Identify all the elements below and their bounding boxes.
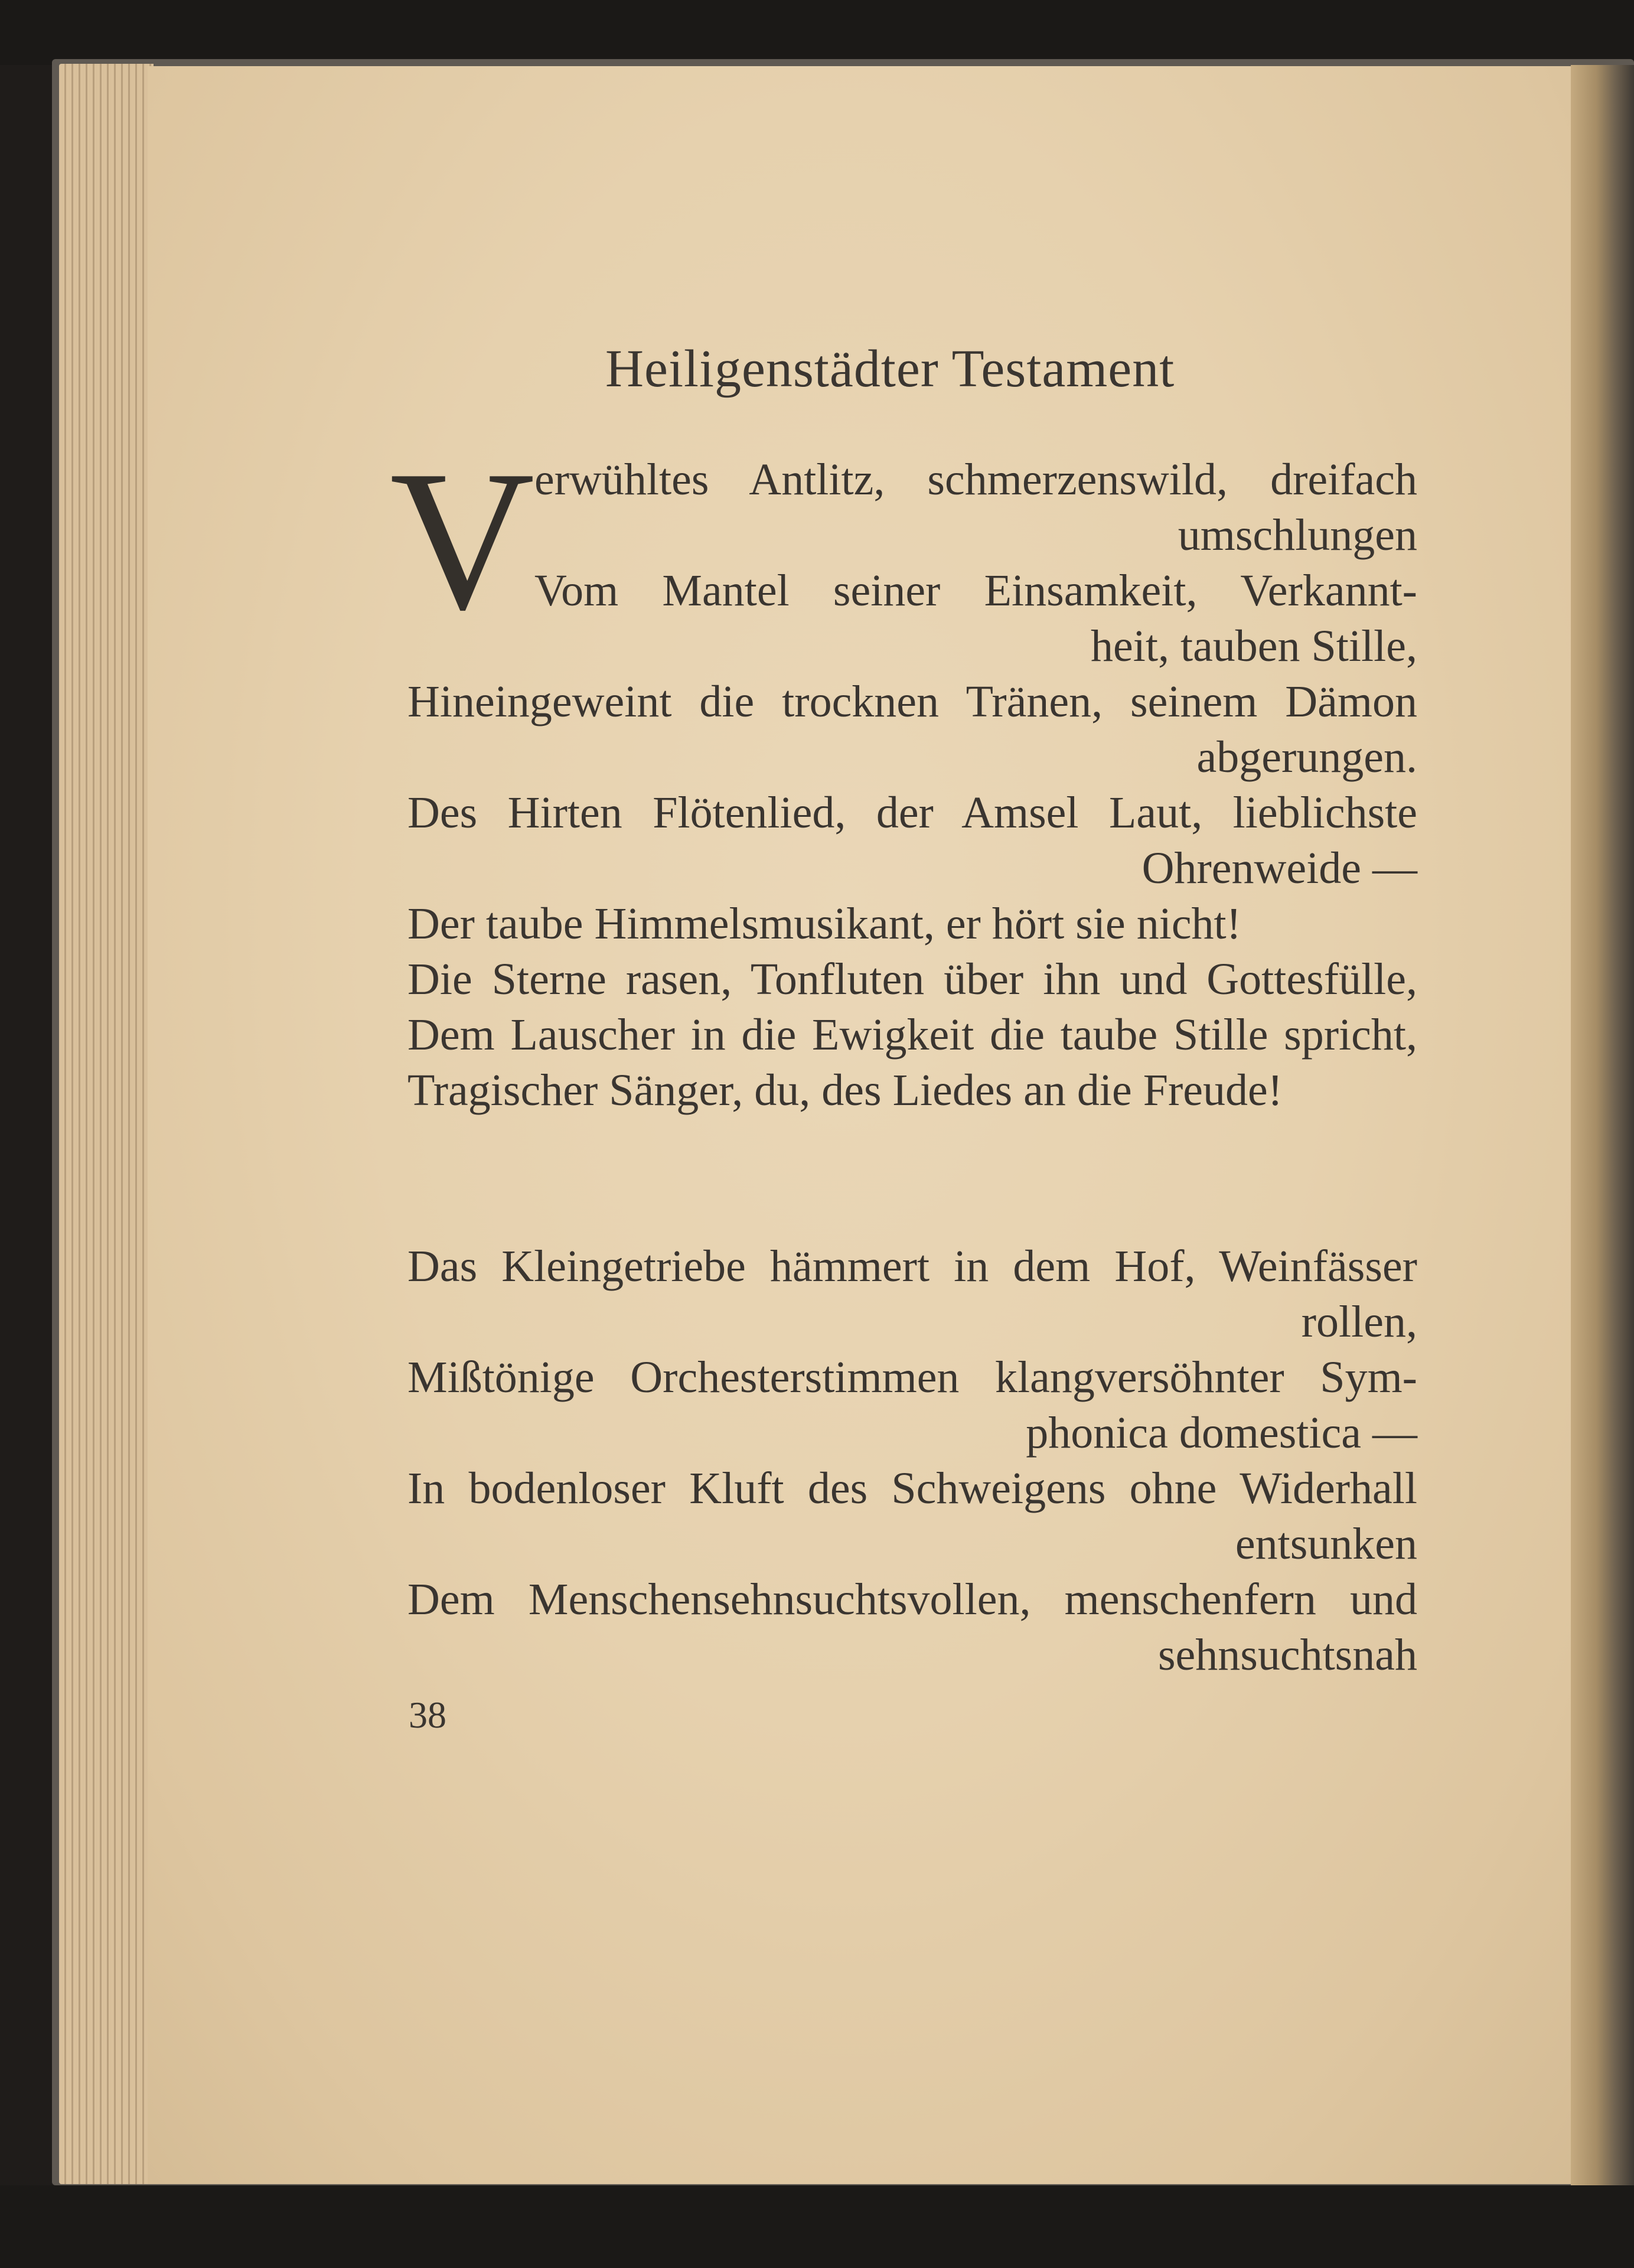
poem-line: Mißtönige Orchesterstimmen klangversöhnter Sym-	[407, 1353, 1417, 1402]
poem-line: sehnsuchtsnah	[1157, 1630, 1417, 1680]
poem-line: Die Sterne rasen, Tonfluten über ihn und Gottesfülle,	[407, 954, 1417, 1004]
page-gutter-shadow	[1571, 65, 1634, 2185]
page-stack-edges	[59, 64, 154, 2184]
poem-line: heit, tauben Stille,	[1090, 621, 1417, 671]
poem-title: Heiligenstädter Testament	[605, 340, 1175, 398]
poem-line: Des Hirten Flötenlied, der Amsel Laut, lieblichste	[407, 788, 1417, 838]
poem-line: Dem Lauscher in die Ewigkeit die taube Stille spricht,	[407, 1010, 1417, 1060]
poem-line: erwühltes Antlitz, schmerzenswild, dreifach	[534, 455, 1417, 504]
poem-line: abgerungen.	[1196, 732, 1417, 782]
page-number: 38	[409, 1694, 446, 1736]
poem-line: Dem Menschensehnsuchtsvollen, menschenfern und	[407, 1575, 1417, 1624]
poem-line: Hineingeweint die trocknen Tränen, seinem Dämon	[407, 677, 1417, 726]
poem-line: Das Kleingetriebe hämmert in dem Hof, Weinfässer	[407, 1241, 1417, 1291]
poem-line: Vom Mantel seiner Einsamkeit, Verkannt-	[534, 566, 1417, 615]
stanza-1	[407, 452, 1417, 1118]
poem-line: phonica domestica —	[1026, 1408, 1417, 1458]
background-top	[0, 0, 1634, 65]
poem-line: umschlungen	[1178, 510, 1417, 560]
poem-line: Tragischer Sänger, du, des Liedes an die Freude!	[407, 1065, 1283, 1115]
poem-line: rollen,	[1301, 1297, 1417, 1347]
poem-line: Ohrenweide —	[1141, 843, 1417, 893]
stanza-2	[407, 1239, 1417, 1683]
poem-line: entsunken	[1235, 1519, 1417, 1569]
drop-cap-letter: V	[390, 429, 535, 651]
background-bottom	[0, 2185, 1634, 2268]
poem-line: Der taube Himmelsmusikant, er hört sie nicht!	[407, 899, 1241, 949]
poem-line: In bodenloser Kluft des Schweigens ohne Widerhall	[407, 1464, 1417, 1513]
